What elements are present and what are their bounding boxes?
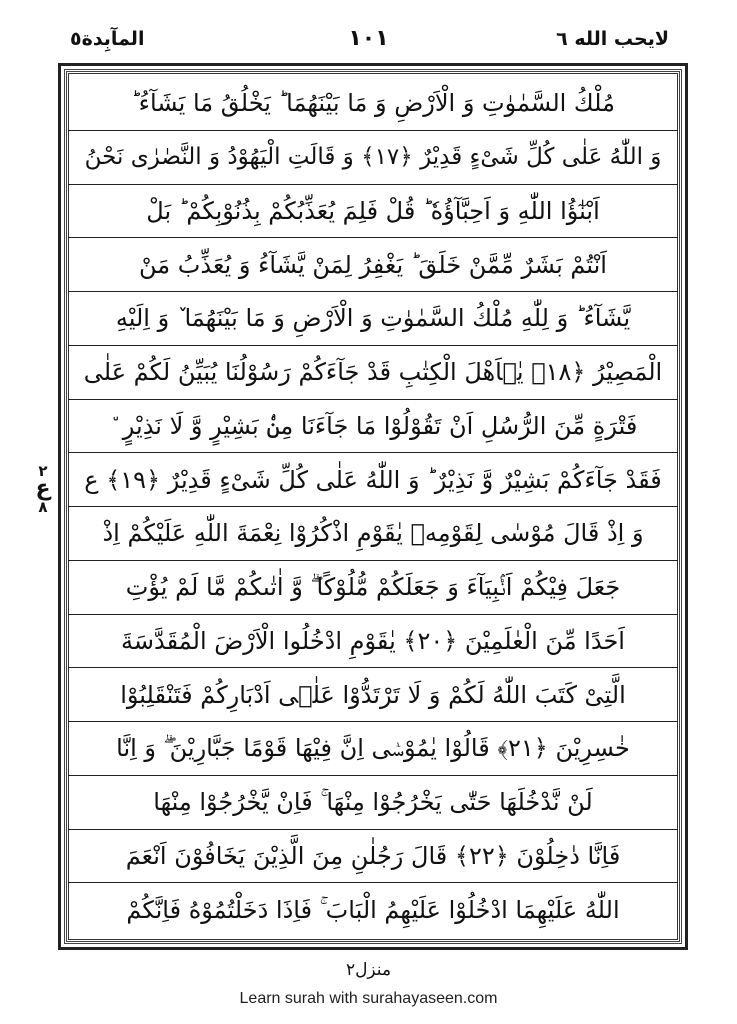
text-line: اللّٰهُ عَلَیْهِمَا ادْخُلُوْا عَلَیْهِمُ الْبَابَ ۚ فَاِذَا دَخَلْتُمُوْهُ فَاِنَّكُمْ	[126, 895, 620, 924]
manzil-label: منزل۲	[345, 960, 392, 980]
footer-credit: Learn surah with surahayaseen.com	[239, 990, 498, 1007]
para-name: لایحب الله ٦	[556, 28, 669, 50]
text-line: الَّتِیْ كَتَبَ اللّٰهُ لَكُمْ وَ لَا تَرْتَدُّوْا عَلٰۤى اَدْبَارِكُمْ فَتَنْقَلِبُوْا	[68, 668, 678, 722]
text-line: فَتْرَةٍ مِّنَ الرُّسُلِ اَنْ تَقُوْلُوْا مَا جَآءَنَا مِنْۢ بَشِیْرٍ وَّ لَا نَذِیْرٍ ٘	[68, 400, 678, 454]
surah-name: المآبِدة٥	[70, 28, 145, 50]
text-line: اَنْتُمْ بَشَرٌ مِّمَّنْ خَلَقَ ؕ یَغْفِرُ لِمَنْ یَّشَآءُ وَ یُعَذِّبُ مَنْ	[68, 238, 678, 292]
page-number: ١٠١	[348, 26, 389, 51]
text-line: فَقَدْ جَآءَكُمْ بَشِیْرٌ وَّ نَذِیْرٌ ؕ وَ اللّٰهُ عَلٰى كُلِّ شَیْءٍ قَدِیْرٌ ﴿۱۹﴾ ع	[68, 453, 678, 507]
text-line: وَ اللّٰهُ عَلٰى كُلِّ شَیْءٍ قَدِیْرٌ ﴿۱۷﴾ وَ قَالَتِ الْیَهُوْدُ وَ النَّصٰرٰى نَحْنُ	[68, 131, 678, 185]
text-line: فَاِنَّا دٰخِلُوْنَ ﴿۲۲﴾ قَالَ رَجُلٰنِ مِنَ الَّذِیْنَ یَخَافُوْنَ اَنْعَمَ	[68, 830, 678, 884]
ruku-marker	[30, 462, 56, 516]
text-line: جَعَلَ فِیْكُمْ اَنْۢبِیَآءَ وَ جَعَلَكُمْ مُّلُوْكًا ۖۗ وَّ اٰتٰىكُمْ مَّا لَمْ یُؤْتِ	[68, 561, 678, 615]
text-line: لَنْ نَّدْخُلَهَا حَتّٰى یَخْرُجُوْا مِنْهَا ۚ فَاِنْ یَّخْرُجُوْا مِنْهَا	[68, 776, 678, 830]
quran-text-block	[68, 77, 678, 936]
text-line: الْمَصِیْرُ ﴿۱۸﴾ یٰۤاَهْلَ الْكِتٰبِ قَدْ جَآءَكُمْ رَسُوْلُنَا یُبَیِّنُ لَكُمْ عَلٰى	[68, 346, 678, 400]
text-line: یَّشَآءُ ؕ وَ لِلّٰهِ مُلْكُ السَّمٰوٰتِ وَ الْاَرْضِ وَ مَا بَیْنَهُمَا ٚ وَ اِلَیْهِ	[68, 292, 678, 346]
text-line: اَحَدًا مِّنَ الْعٰلَمِیْنَ ﴿۲۰﴾ یٰقَوْمِ ادْخُلُوا الْاَرْضَ الْمُقَدَّسَةَ	[68, 615, 678, 669]
ruku-marker-sign: ع	[35, 476, 51, 501]
text-line: مُلْكُ السَّمٰوٰتِ وَ الْاَرْضِ وَ مَا بَیْنَهُمَا ؕ یَخْلُقُ مَا یَشَآءُ ؕ	[68, 77, 678, 131]
ruku-marker-bottom: ۸	[38, 498, 48, 516]
text-line: اَبْنٰٓؤُا اللّٰهِ وَ اَحِبَّآؤُهٗ ؕ قُلْ فَلِمَ یُعَذِّبُكُمْ بِذُنُوْبِكُمْ ؕ بَلْ	[68, 185, 678, 239]
ruku-marker-top: ۲	[38, 462, 48, 480]
text-line: وَ اِذْ قَالَ مُوْسٰى لِقَوْمِهٖ یٰقَوْمِ اذْكُرُوْا نِعْمَةَ اللّٰهِ عَلَیْكُمْ اِذْ	[68, 507, 678, 561]
text-line: خٰسِرِیْنَ ﴿۲۱﴾ قَالُوْا یٰمُوْسٰۤى اِنَّ فِیْهَا قَوْمًا جَبَّارِیْنَ ۖۗ وَ اِنَّا	[68, 722, 678, 776]
